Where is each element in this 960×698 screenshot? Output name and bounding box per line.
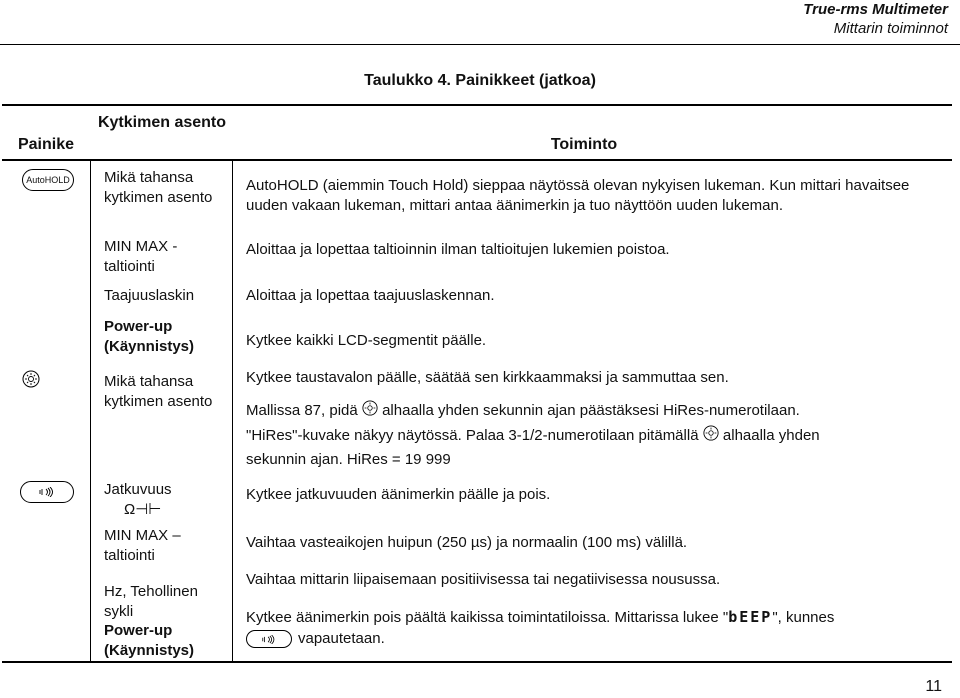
table-top-border: [2, 104, 952, 106]
beeper-inline-icon: [246, 630, 292, 648]
function-continuity: Kytkee jatkuvuuden äänimerkin päälle ja pois.: [246, 486, 551, 503]
position-frequency: Taajuuslaskin: [104, 287, 195, 304]
function-trigger: Vaihtaa mittarin liipaisemaan positiivisessa tai negatiivisessa nousussa.: [246, 571, 721, 588]
section-title: Mittarin toiminnot: [833, 20, 948, 37]
backlight-inline-icon: [362, 400, 378, 422]
position-hz-duty: Hz, Tehollinen sykli: [104, 583, 198, 620]
manual-title: True-rms Multimeter: [803, 1, 948, 18]
page-number: 11: [925, 678, 942, 695]
position-powerup: Power-up (Käynnistys): [104, 318, 195, 355]
function-hires-1: Mallissa 87, pidä alhaalla yhden sekunnin ajan päästäksesi HiRes-numerotilaan.: [246, 400, 946, 422]
function-minmax: Aloittaa ja lopettaa taltioinnin ilman taltioitujen lukemien poistoa.: [246, 241, 670, 258]
function-backlight: Kytkee taustavalon päälle, säätää sen kirkkaammaksi ja sammuttaa sen.: [246, 369, 729, 386]
page-header: [803, 0, 948, 39]
backlight-inline-icon-2: [703, 425, 719, 447]
buttons-table: [2, 104, 952, 663]
table-caption: Taulukko 4. Painikkeet (jatkoa): [364, 72, 596, 89]
column-divider-2: [232, 160, 233, 662]
position-any: Mikä tahansa kytkimen asento: [104, 169, 213, 206]
continuity-symbol: Ω⊣⊢: [124, 501, 162, 518]
backlight-icon: [22, 370, 40, 393]
position-minmax: MIN MAX -taltiointi: [104, 238, 178, 275]
function-beep-off-1: Kytkee äänimerkin pois päältä kaikissa toimintatiloissa. Mittarissa lukee "bEEP", kunnes: [246, 608, 835, 626]
function-lcd-test: Kytkee kaikki LCD-segmentit päälle.: [246, 332, 487, 349]
position-any-2: Mikä tahansa kytkimen asento: [104, 373, 213, 410]
function-beep-off-2: vapautetaan.: [246, 629, 946, 649]
column-header-position: Kytkimen asento: [97, 114, 227, 131]
header-rule: [0, 44, 960, 45]
beeper-button: [20, 481, 74, 503]
function-frequency: Aloittaa ja lopettaa taajuuslaskennan.: [246, 287, 495, 304]
function-hires-3: sekunnin ajan. HiRes = 19 999: [246, 451, 451, 468]
lcd-beep-text: bEEP: [728, 608, 773, 626]
position-minmax-2: MIN MAX –taltiointi: [104, 527, 181, 564]
autohold-button: AutoHOLD: [22, 169, 74, 191]
table-bottom-border: [2, 661, 952, 663]
function-autohold: AutoHOLD (aiemmin Touch Hold) sieppaa näytössä olevan nykyisen lukeman. Kun mittari havaitsee uuden vakaan lukeman, mittari antaa äänimerkin ja tuo näyttöön uuden lukeman.: [246, 177, 910, 214]
column-header-function: Toiminto: [550, 136, 618, 153]
position-continuity: Jatkuvuus: [104, 481, 172, 498]
function-hires-2: "HiRes"-kuvake näkyy näytössä. Palaa 3-1/2-numerotilaan pitämällä alhaalla yhden: [246, 425, 946, 447]
position-powerup-2: Power-up (Käynnistys): [104, 622, 195, 659]
column-divider-1: [90, 160, 91, 662]
table-header-border: [2, 159, 952, 161]
function-peak: Vaihtaa vasteaikojen huipun (250 µs) ja normaalin (100 ms) välillä.: [246, 534, 688, 551]
column-header-button: Painike: [17, 136, 75, 153]
